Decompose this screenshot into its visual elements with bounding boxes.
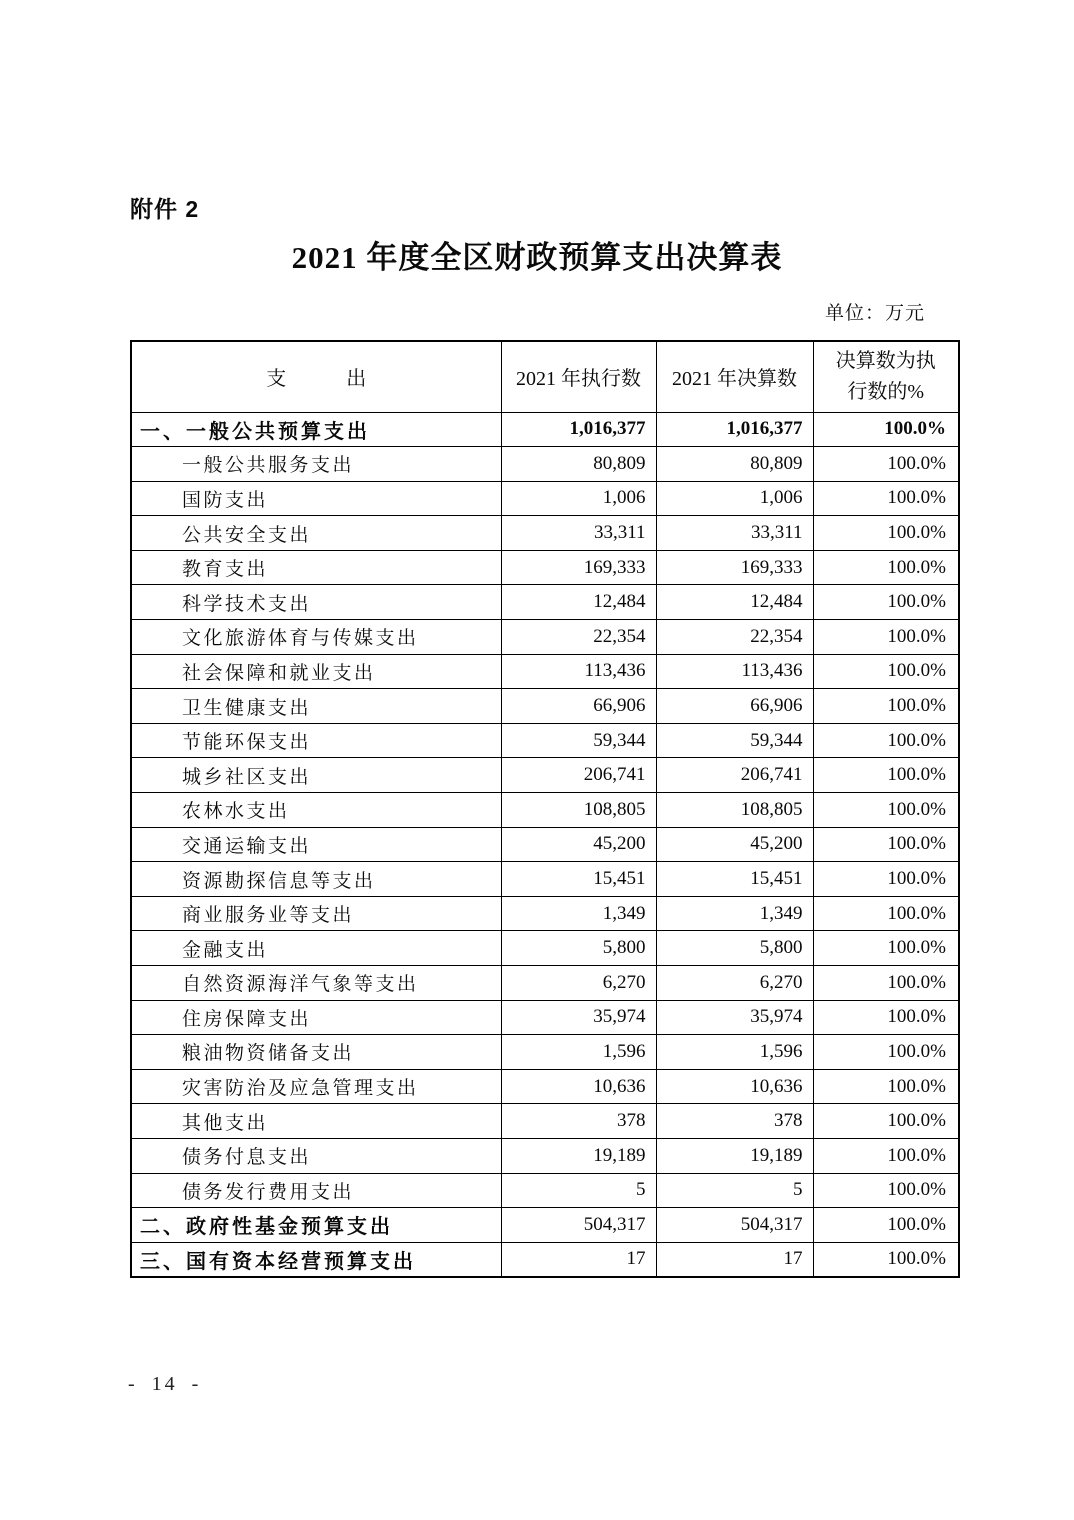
row-label: 自然资源海洋气象等支出 <box>131 966 501 1001</box>
cell-ratio-value: 100.0% <box>813 1208 959 1243</box>
table-row <box>131 412 959 447</box>
cell-ratio-value: 100.0% <box>813 827 959 862</box>
cell-final-value: 15,451 <box>656 862 813 897</box>
cell-executed-value: 15,451 <box>501 862 656 897</box>
cell-executed-value: 10,636 <box>501 1069 656 1104</box>
row-label: 金融支出 <box>131 931 501 966</box>
row-label: 一、一般公共预算支出 <box>131 412 501 447</box>
table-row <box>131 827 959 862</box>
row-label: 卫生健康支出 <box>131 689 501 724</box>
cell-ratio-value: 100.0% <box>813 1035 959 1070</box>
cell-executed-value: 59,344 <box>501 723 656 758</box>
table-row <box>131 654 959 689</box>
cell-final-value: 5,800 <box>656 931 813 966</box>
cell-final-value: 10,636 <box>656 1069 813 1104</box>
cell-executed-value: 5,800 <box>501 931 656 966</box>
cell-executed-value: 206,741 <box>501 758 656 793</box>
page-title: 2021 年度全区财政预算支出决算表 <box>291 240 783 275</box>
cell-ratio-value: 100.0% <box>813 793 959 828</box>
cell-final-value: 80,809 <box>656 447 813 482</box>
cell-final-value: 6,270 <box>656 966 813 1001</box>
cell-ratio-value: 100.0% <box>813 862 959 897</box>
cell-ratio-value: 100.0% <box>813 1138 959 1173</box>
table-row <box>131 481 959 516</box>
table-row <box>131 723 959 758</box>
cell-executed-value: 17 <box>501 1242 656 1277</box>
table-row <box>131 447 959 482</box>
row-label: 国防支出 <box>131 481 501 516</box>
header-final-to-executed-ratio: 决算数为执行数的% <box>813 341 959 412</box>
cell-executed-value: 108,805 <box>501 793 656 828</box>
table-header-row <box>131 341 959 412</box>
table-row <box>131 896 959 931</box>
row-label: 城乡社区支出 <box>131 758 501 793</box>
cell-ratio-value: 100.0% <box>813 896 959 931</box>
row-label: 科学技术支出 <box>131 585 501 620</box>
cell-ratio-value: 100.0% <box>813 966 959 1001</box>
cell-executed-value: 22,354 <box>501 620 656 655</box>
cell-final-value: 1,349 <box>656 896 813 931</box>
cell-final-value: 66,906 <box>656 689 813 724</box>
cell-ratio-value: 100.0% <box>813 481 959 516</box>
cell-final-value: 33,311 <box>656 516 813 551</box>
row-label: 节能环保支出 <box>131 723 501 758</box>
cell-ratio-value: 100.0% <box>813 1069 959 1104</box>
cell-executed-value: 6,270 <box>501 966 656 1001</box>
row-label: 住房保障支出 <box>131 1000 501 1035</box>
row-label: 一般公共服务支出 <box>131 447 501 482</box>
row-label: 教育支出 <box>131 550 501 585</box>
cell-final-value: 113,436 <box>656 654 813 689</box>
cell-executed-value: 33,311 <box>501 516 656 551</box>
row-label: 资源勘探信息等支出 <box>131 862 501 897</box>
table-body <box>131 412 959 1277</box>
cell-final-value: 378 <box>656 1104 813 1139</box>
budget-table <box>130 340 960 1278</box>
row-label: 社会保障和就业支出 <box>131 654 501 689</box>
cell-ratio-value: 100.0% <box>813 550 959 585</box>
table-row <box>131 1000 959 1035</box>
table-row <box>131 516 959 551</box>
cell-final-value: 59,344 <box>656 723 813 758</box>
cell-executed-value: 169,333 <box>501 550 656 585</box>
cell-executed-value: 35,974 <box>501 1000 656 1035</box>
cell-final-value: 5 <box>656 1173 813 1208</box>
cell-final-value: 206,741 <box>656 758 813 793</box>
cell-ratio-value: 100.0% <box>813 654 959 689</box>
table-row <box>131 1242 959 1277</box>
cell-ratio-value: 100.0% <box>813 1173 959 1208</box>
table-row <box>131 966 959 1001</box>
cell-executed-value: 1,006 <box>501 481 656 516</box>
table-row <box>131 758 959 793</box>
cell-executed-value: 1,596 <box>501 1035 656 1070</box>
cell-ratio-value: 100.0% <box>813 1242 959 1277</box>
row-label: 文化旅游体育与传媒支出 <box>131 620 501 655</box>
cell-executed-value: 45,200 <box>501 827 656 862</box>
cell-executed-value: 12,484 <box>501 585 656 620</box>
row-label: 商业服务业等支出 <box>131 896 501 931</box>
table-row <box>131 1173 959 1208</box>
cell-ratio-value: 100.0% <box>813 758 959 793</box>
cell-ratio-value: 100.0% <box>813 516 959 551</box>
cell-final-value: 504,317 <box>656 1208 813 1243</box>
cell-ratio-value: 100.0% <box>813 723 959 758</box>
cell-final-value: 169,333 <box>656 550 813 585</box>
cell-executed-value: 1,349 <box>501 896 656 931</box>
cell-executed-value: 1,016,377 <box>501 412 656 447</box>
row-label: 债务发行费用支出 <box>131 1173 501 1208</box>
row-label: 粮油物资储备支出 <box>131 1035 501 1070</box>
row-label: 债务付息支出 <box>131 1138 501 1173</box>
table-row <box>131 1208 959 1243</box>
table-row <box>131 1069 959 1104</box>
row-label: 其他支出 <box>131 1104 501 1139</box>
cell-ratio-value: 100.0% <box>813 1000 959 1035</box>
table-row <box>131 620 959 655</box>
table-row <box>131 793 959 828</box>
header-2021-executed: 2021 年执行数 <box>501 341 656 412</box>
cell-executed-value: 66,906 <box>501 689 656 724</box>
table-row <box>131 689 959 724</box>
cell-executed-value: 113,436 <box>501 654 656 689</box>
cell-final-value: 1,006 <box>656 481 813 516</box>
cell-ratio-value: 100.0% <box>813 1104 959 1139</box>
row-label: 农林水支出 <box>131 793 501 828</box>
table-row <box>131 1104 959 1139</box>
table-row <box>131 1035 959 1070</box>
table-row <box>131 1138 959 1173</box>
header-2021-final: 2021 年决算数 <box>656 341 813 412</box>
table-row <box>131 585 959 620</box>
cell-final-value: 19,189 <box>656 1138 813 1173</box>
cell-ratio-value: 100.0% <box>813 412 959 447</box>
cell-final-value: 1,016,377 <box>656 412 813 447</box>
cell-final-value: 1,596 <box>656 1035 813 1070</box>
cell-executed-value: 19,189 <box>501 1138 656 1173</box>
cell-final-value: 45,200 <box>656 827 813 862</box>
row-label: 二、政府性基金预算支出 <box>131 1208 501 1243</box>
table-row <box>131 862 959 897</box>
cell-final-value: 12,484 <box>656 585 813 620</box>
cell-ratio-value: 100.0% <box>813 620 959 655</box>
cell-final-value: 22,354 <box>656 620 813 655</box>
cell-ratio-value: 100.0% <box>813 689 959 724</box>
attachment-label: 附件 2 <box>130 196 200 222</box>
header-expenditure: 支 出 <box>131 341 501 412</box>
page-number: - 14 - <box>128 1373 202 1395</box>
row-label: 三、国有资本经营预算支出 <box>131 1242 501 1277</box>
row-label: 灾害防治及应急管理支出 <box>131 1069 501 1104</box>
cell-final-value: 35,974 <box>656 1000 813 1035</box>
cell-executed-value: 5 <box>501 1173 656 1208</box>
table-row <box>131 931 959 966</box>
cell-executed-value: 504,317 <box>501 1208 656 1243</box>
row-label: 公共安全支出 <box>131 516 501 551</box>
table-row <box>131 550 959 585</box>
row-label: 交通运输支出 <box>131 827 501 862</box>
cell-ratio-value: 100.0% <box>813 931 959 966</box>
cell-executed-value: 378 <box>501 1104 656 1139</box>
cell-ratio-value: 100.0% <box>813 447 959 482</box>
cell-executed-value: 80,809 <box>501 447 656 482</box>
cell-final-value: 108,805 <box>656 793 813 828</box>
cell-ratio-value: 100.0% <box>813 585 959 620</box>
cell-final-value: 17 <box>656 1242 813 1277</box>
unit-note: 单位：万元 <box>824 303 925 324</box>
